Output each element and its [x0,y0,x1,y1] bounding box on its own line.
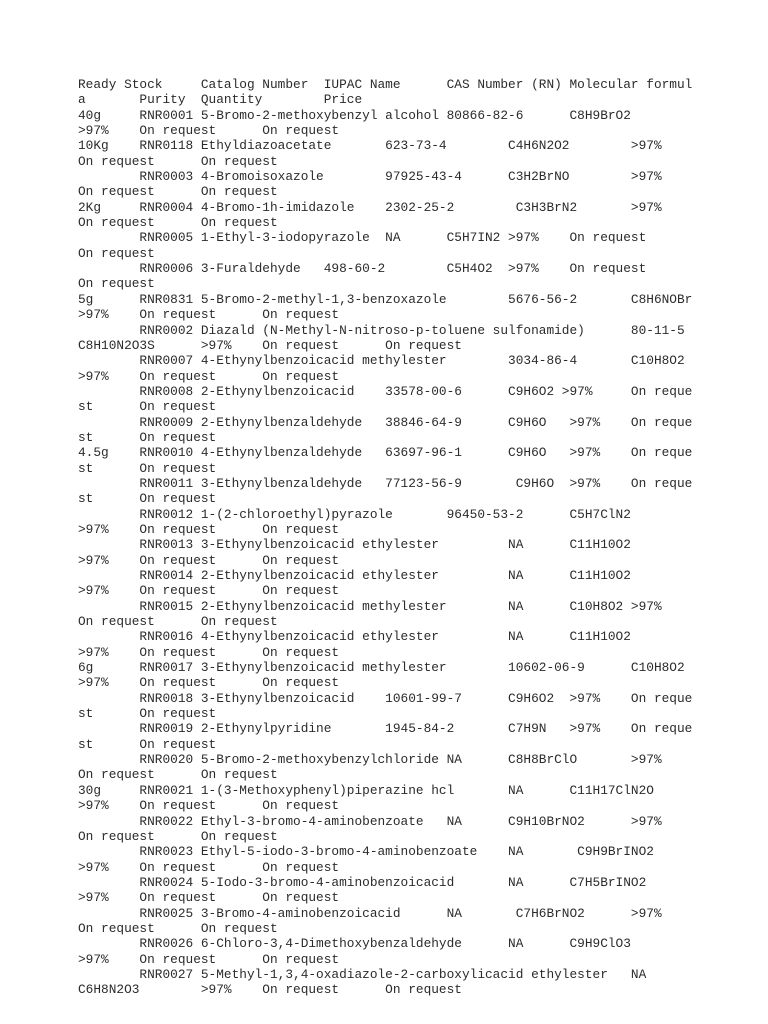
text-line: RNR0007 4-Ethynylbenzoicacid methylester 3034-86-4 C10H8O2 [78,353,685,369]
text-line: RNR0027 5-Methyl-1,3,4-oxadiazole-2-carboxylicacid ethylester NA [78,966,647,982]
text-line: st On request [78,399,217,415]
text-line: RNR0019 2-Ethynylpyridine 1945-84-2 C7H9N >97% On reque [78,721,693,737]
text-line: On request On request [78,153,278,169]
text-line: 4.5g RNR0010 4-Ethynylbenzaldehyde 63697-96-1 C9H6O >97% On reque [78,445,693,461]
text-line: st On request [78,736,217,752]
text-line: RNR0005 1-Ethyl-3-iodopyrazole NA C5H7IN2 >97% On request [78,230,647,246]
text-line: RNR0003 4-Bromoisoxazole 97925-43-4 C3H2BrNO >97% [78,169,662,185]
text-line: >97% On request On request [78,859,340,875]
text-line: RNR0024 5-Iodo-3-bromo-4-aminobenzoicacid NA C7H5BrINO2 [78,874,647,890]
text-line: >97% On request On request [78,890,340,906]
text-line: RNR0006 3-Furaldehyde 498-60-2 C5H4O2 >97% On request [78,261,647,277]
text-line: >97% On request On request [78,644,340,660]
text-line: C6H8N2O3 >97% On request On request [78,982,462,998]
text-line: st On request [78,460,217,476]
text-line: >97% On request On request [78,307,340,323]
text-line: >97% On request On request [78,552,340,568]
text-line: RNR0012 1-(2-chloroethyl)pyrazole 96450-53-2 C5H7ClN2 [78,506,631,522]
text-line: 2Kg RNR0004 4-Bromo-1h-imidazole 2302-25-2 C3H3BrN2 >97% [78,199,662,215]
text-line: On request On request [78,767,278,783]
text-line: 30g RNR0021 1-(3-Methoxyphenyl)piperazine hcl NA C11H17ClN2O [78,782,654,798]
text-line: RNR0026 6-Chloro-3,4-Dimethoxybenzaldehyde NA C9H9ClO3 [78,936,631,952]
text-line: st On request [78,491,217,507]
text-line: On request On request [78,920,278,936]
text-line: RNR0014 2-Ethynylbenzoicacid ethylester NA C11H10O2 [78,568,631,583]
text-line: 5g RNR0831 5-Bromo-2-methyl-1,3-benzoxazole 5676-56-2 C8H6NOBr [78,291,693,307]
text-line: RNR0023 Ethyl-5-iodo-3-bromo-4-aminobenzoate NA C9H9BrINO2 [78,844,654,860]
text-line: st On request [78,706,217,722]
text-line: On request On request [78,828,278,844]
text-line: RNR0009 2-Ethynylbenzaldehyde 38846-64-9 C9H6O >97% On reque [78,414,693,430]
text-line: On request On request [78,184,278,200]
text-line: >97% On request On request [78,521,340,537]
text-line: 40g RNR0001 5-Bromo-2-methoxybenzyl alcohol 80866-82-6 C8H9BrO2 [78,107,631,123]
text-line: st On request [78,429,217,445]
text-line: >97% On request On request [78,951,340,967]
text-line: Ready Stock Catalog Number IUPAC Name CAS Number (RN) Molecular formul [78,77,693,92]
text-line: >97% On request On request [78,368,340,384]
text-line: >97% On request On request [78,583,340,599]
text-line: RNR0002 Diazald (N-Methyl-N-nitroso-p-toluene sulfonamide) 80-11-5 [78,322,685,338]
text-line: RNR0011 3-Ethynylbenzaldehyde 77123-56-9 C9H6O >97% On reque [78,475,693,491]
text-line: 10Kg RNR0118 Ethyldiazoacetate 623-73-4 C4H6N2O2 >97% [78,138,662,154]
text-line: On request [78,276,155,292]
text-line: On request On request [78,614,278,630]
text-line: RNR0025 3-Bromo-4-aminobenzoicacid NA C7H6BrNO2 >97% [78,905,662,921]
text-line: RNR0020 5-Bromo-2-methoxybenzylchloride NA C8H8BrClO >97% [78,752,662,768]
text-line: RNR0016 4-Ethynylbenzoicacid ethylester NA C11H10O2 [78,629,631,645]
text-line: >97% On request On request [78,798,340,814]
catalog-text-block [78,77,758,998]
text-line: RNR0013 3-Ethynylbenzoicacid ethylester NA C11H10O2 [78,537,631,553]
text-line: RNR0022 Ethyl-3-bromo-4-aminobenzoate NA C9H10BrNO2 >97% [78,813,662,829]
text-line: On request On request [78,215,278,231]
text-line: RNR0008 2-Ethynylbenzoicacid 33578-00-6 C9H6O2 >97% On reque [78,383,693,399]
text-line: >97% On request On request [78,123,340,139]
text-line: >97% On request On request [78,675,340,691]
text-line: RNR0018 3-Ethynylbenzoicacid 10601-99-7 C9H6O2 >97% On reque [78,690,693,706]
text-line: RNR0015 2-Ethynylbenzoicacid methylester NA C10H8O2 >97% [78,598,662,614]
text-line: 6g RNR0017 3-Ethynylbenzoicacid methylester 10602-06-9 C10H8O2 [78,660,685,676]
text-line: C8H10N2O3S >97% On request On request [78,337,462,353]
text-line: a Purity Quantity Price [78,92,363,108]
text-line: On request [78,245,155,261]
